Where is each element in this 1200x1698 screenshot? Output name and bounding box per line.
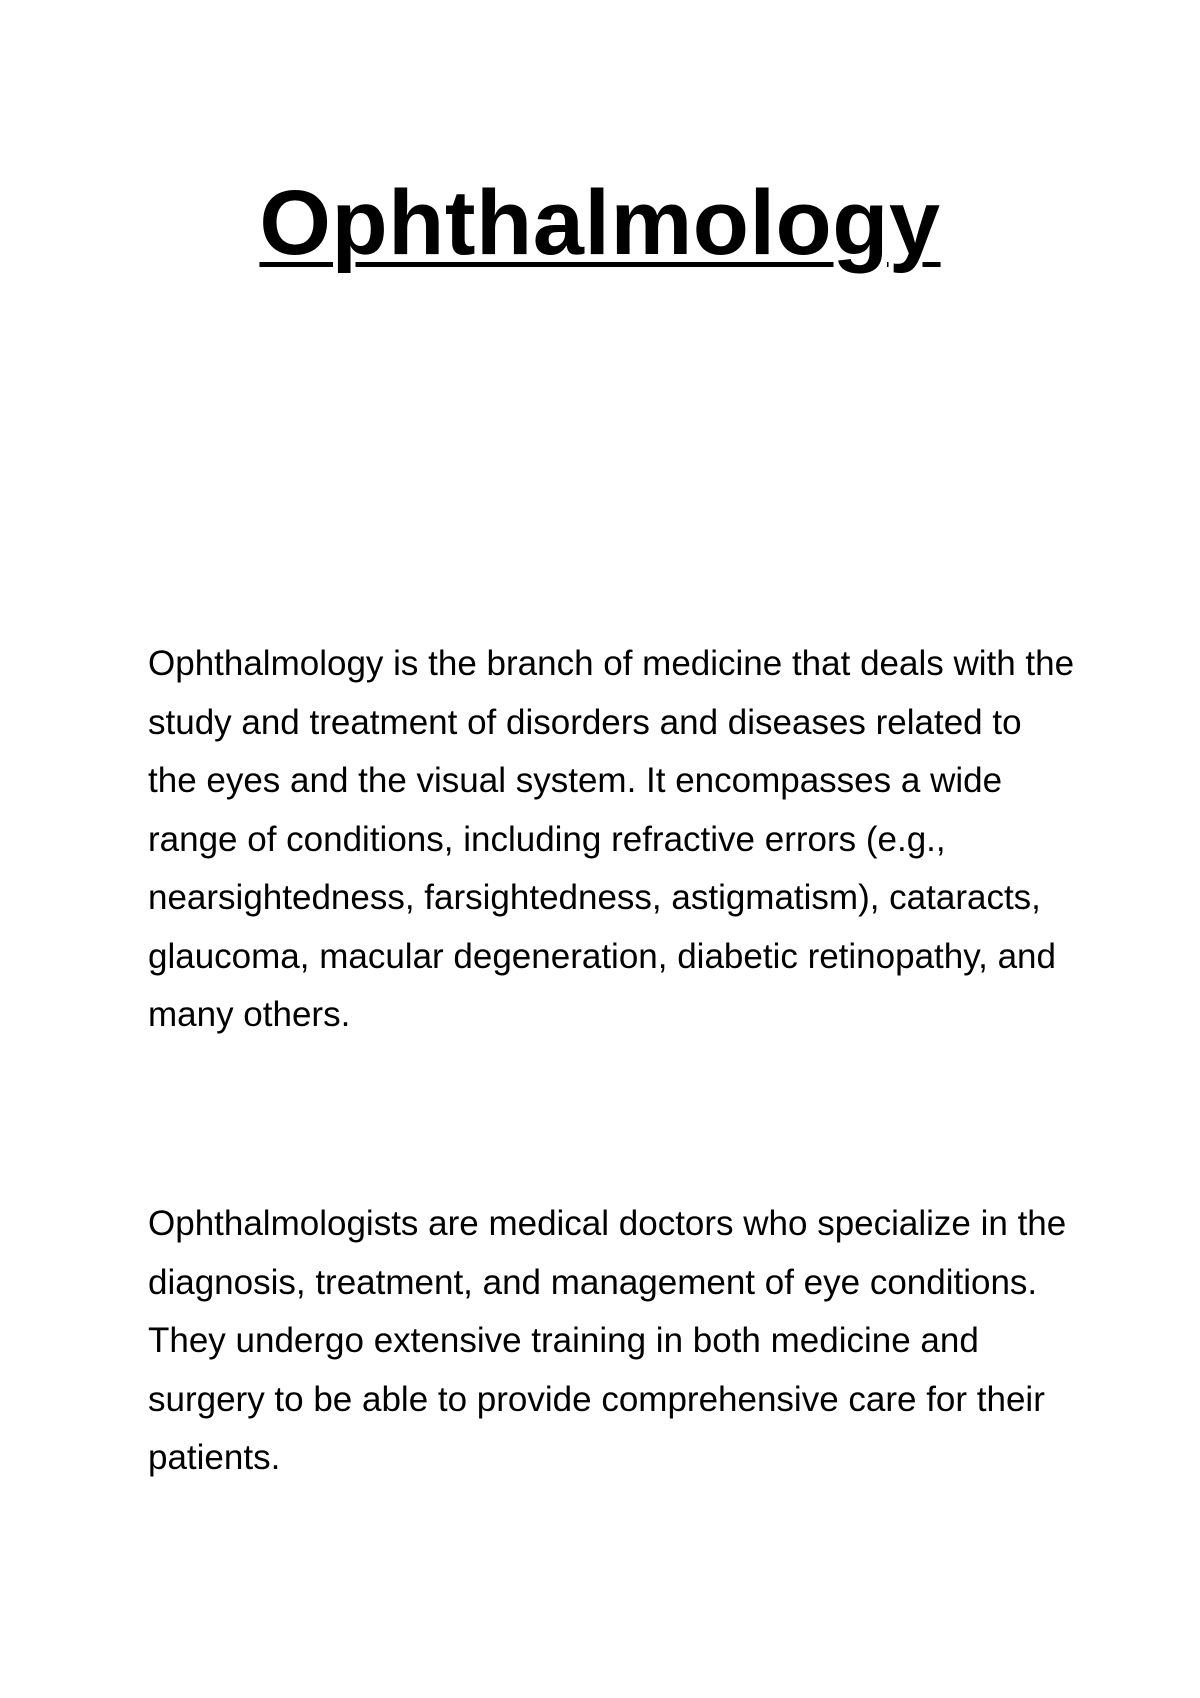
paragraph-ophthalmologists: Ophthalmologists are medical doctors who specialize in the diagnosis, treatment, and management of eye conditions. They undergo extensive training in both medicine and surgery to be able to provide comprehensive care for their patients. xyxy=(148,1204,1067,1477)
page-title: Ophthalmology xyxy=(259,172,941,274)
paragraph-definition: Ophthalmology is the branch of medicine that deals with the study and treatment of disorders and diseases related to the eyes and the visual system. It encompasses a wide range of conditions, including refractive errors (e.g., nearsightedness, farsightedness, astigmatism), cataracts, glaucoma, macular degeneration, diabetic retinopathy, and many others. xyxy=(148,644,1075,1034)
